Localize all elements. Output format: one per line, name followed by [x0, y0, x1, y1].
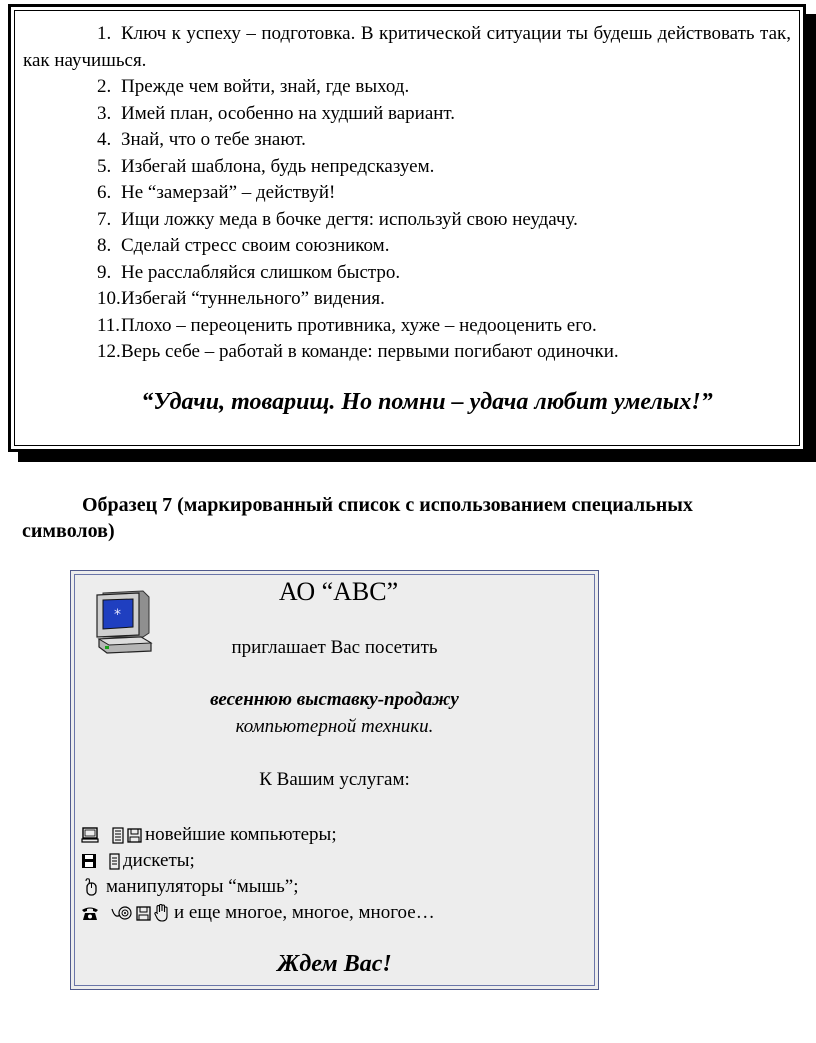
rule-number: 8. [97, 235, 112, 256]
flyer-bullet-item [81, 848, 435, 874]
telephone-icon [81, 905, 99, 921]
rule-text: Знай, что о тебе знают. [121, 129, 306, 150]
rule-number: 1. [97, 23, 112, 44]
flyer-title: АО “ABC” [278, 577, 399, 606]
rule-number: 4. [97, 129, 112, 150]
rule-number: 6. [97, 182, 112, 203]
rule-text: Прежде чем войти, знай, где выход. [121, 76, 410, 97]
rule-number: 3. [97, 102, 112, 124]
rule-text: Плохо – переоценить противника, хуже – недооценить его. [121, 314, 597, 336]
floppy-disk-icon [81, 853, 97, 869]
rule-number: 11. [97, 314, 121, 336]
rule-item-4 [23, 127, 791, 154]
rule-item-10 [23, 286, 791, 313]
rule-text: Избегай шаблона, будь непредсказуем. [121, 155, 435, 177]
flyer-invite: приглашает Вас посетить [231, 637, 438, 658]
rule-text: Не “замерзай” – действуй! [121, 182, 336, 203]
rule-item-1 [23, 21, 791, 74]
rule-text: Ключ к успеху – подготовка. В критической ситуации ты будешь действовать так, как научишься. [23, 23, 791, 71]
rule-item-9 [23, 260, 791, 287]
rule-item-3 [23, 101, 791, 128]
flyer-bullet-text: манипуляторы “мышь”; [106, 876, 299, 897]
rule-number: 5. [97, 155, 112, 177]
rules-motto: “Удачи, товарищ. Но помни – удача любит умелых!” [141, 389, 713, 415]
flyer [70, 570, 599, 990]
rule-text: Верь себе – работай в команде: первыми погибают одиночки. [121, 341, 619, 362]
flyer-bullet-item [81, 874, 435, 900]
flyer-services-label: К Вашим услугам: [259, 769, 410, 790]
file-cabinet-icon [112, 827, 124, 844]
sample-heading [22, 492, 794, 544]
flyer-bullet-item [81, 900, 435, 926]
rule-text: Избегай “туннельного” видения. [121, 288, 385, 309]
flyer-bullet-list [81, 822, 435, 926]
rule-item-12 [23, 339, 791, 366]
flyer-event-line1: весеннюю выставку-продажу [210, 689, 459, 710]
floppy-outline-icon [136, 906, 151, 921]
rule-item-8 [23, 233, 791, 260]
rule-item-11 [23, 313, 791, 340]
flyer-event-line2: компьютерной техники. [235, 716, 434, 737]
document-icon [109, 853, 120, 870]
flyer-bullet-text: и еще многое, многое, многое… [174, 902, 435, 923]
rule-number: 7. [97, 208, 112, 230]
flyer-bullet-text: новейшие компьютеры; [145, 824, 337, 845]
sample-heading-line1: Образец 7 (маркированный список с использованием специальных [82, 494, 693, 516]
rule-item-6 [23, 180, 791, 207]
rule-text: Не расслабляйся слишком быстро. [121, 261, 401, 283]
hand-icon [154, 904, 171, 922]
flyer-bullet-text: дискеты; [123, 850, 195, 871]
computer-icon [81, 827, 99, 843]
rule-number: 12. [97, 341, 121, 362]
rule-item-5 [23, 154, 791, 181]
floppy-outline-icon [127, 828, 142, 843]
rule-text: Имей план, особенно на худший вариант. [121, 102, 456, 124]
rule-item-7 [23, 207, 791, 234]
flyer-closing: Ждем Вас! [277, 951, 392, 977]
rule-text: Ищи ложку меда в бочке дегтя: используй свою неудачу. [121, 208, 578, 230]
rule-text: Сделай стресс своим союзником. [121, 235, 390, 256]
tape-icon [111, 905, 133, 921]
rule-number: 9. [97, 261, 112, 283]
mouse-icon [81, 878, 99, 896]
rule-item-2 [23, 74, 791, 101]
rules-list [23, 21, 791, 366]
rules-box [8, 4, 806, 452]
sample-heading-line2: символов) [22, 520, 115, 542]
rule-number: 10. [97, 288, 121, 309]
flyer-bullet-item [81, 822, 435, 848]
svg-text:*: * [114, 607, 121, 623]
rule-number: 2. [97, 76, 112, 97]
